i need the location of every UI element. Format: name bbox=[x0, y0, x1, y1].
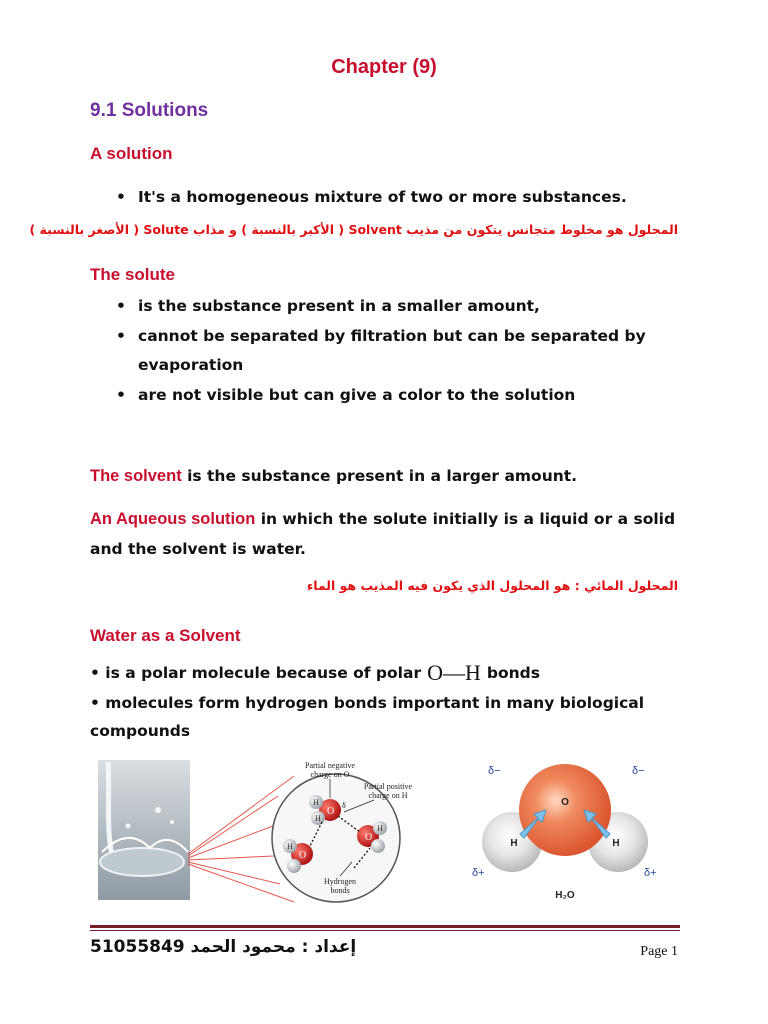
splash-drop bbox=[170, 820, 174, 824]
water-molecule-illustration bbox=[468, 756, 668, 908]
atom-label-h: H bbox=[287, 842, 293, 851]
label-partial-positive-2: charge on H bbox=[368, 791, 408, 800]
hydrogen-label-left: H bbox=[510, 838, 518, 849]
aqueous-arabic: المحلول المائي : هو المحلول الذي يكون فيه المذيب هو الماء bbox=[306, 578, 678, 593]
solution-arabic: المحلول هو مخلوط متجانس يتكون من مذيب Solvent ( الأكبر بالنسبة ) و مذاب Solute ( الأصغر بالنسبة ) bbox=[29, 222, 678, 237]
solute-bullet-3 bbox=[116, 386, 575, 404]
oxygen-label: O bbox=[561, 797, 569, 808]
hydrogen-label-right: H bbox=[612, 838, 620, 849]
solute-bullet-1 bbox=[116, 297, 540, 315]
page-number: Page 1 bbox=[640, 944, 678, 959]
water-bullet-1 bbox=[90, 660, 540, 686]
solvent-term: The solvent bbox=[90, 467, 182, 485]
label-hydrogen-bonds-2: bonds bbox=[330, 886, 350, 895]
splash-drop bbox=[155, 807, 161, 813]
footer-rule-thin bbox=[90, 930, 680, 931]
water-bullet-2-line-2: compounds bbox=[90, 722, 191, 740]
solvent-text: is the substance present in a larger amount. bbox=[181, 467, 578, 485]
aqueous-term: An Aqueous solution bbox=[90, 510, 256, 528]
heading-water-as-solvent: Water as a Solvent bbox=[90, 626, 241, 645]
glass-bowl bbox=[100, 848, 184, 876]
heading-a-solution: A solution bbox=[90, 144, 173, 163]
label-partial-negative-2: charge on O bbox=[310, 770, 350, 779]
footer-rule bbox=[90, 925, 680, 928]
atom-label-o: O bbox=[327, 806, 335, 817]
atom-label-o: O bbox=[299, 850, 307, 861]
aqueous-line-1 bbox=[90, 510, 675, 529]
solution-bullet bbox=[116, 188, 627, 206]
solute-bullet-2-continued: evaporation bbox=[138, 356, 244, 374]
solute-bullet-1-text: is the substance present in a smaller amount, bbox=[138, 297, 540, 315]
chapter-title: Chapter (9) bbox=[331, 56, 437, 78]
hydrogen-bond-figure bbox=[98, 756, 423, 908]
water-bullet-1-after: bonds bbox=[486, 664, 540, 682]
solute-bullet-3-text: are not visible but can give a color to the solution bbox=[138, 386, 576, 404]
solvent-definition bbox=[90, 467, 577, 486]
label-partial-positive: Partial positive bbox=[363, 782, 413, 791]
delta-minus-right: δ− bbox=[632, 765, 645, 777]
bullet-dot: • bbox=[116, 386, 126, 404]
water-bullet-2-line-1: • molecules form hydrogen bonds important in many biological bbox=[90, 694, 645, 712]
partial-charge-delta: δ bbox=[342, 801, 346, 810]
atom-label-h: H bbox=[313, 798, 319, 807]
hydrogen-atom bbox=[371, 839, 385, 853]
atom-label-o: O bbox=[365, 832, 373, 843]
oh-bond: O—H bbox=[427, 660, 481, 685]
splash-photo bbox=[98, 760, 190, 900]
section-title: 9.1 Solutions bbox=[90, 100, 209, 121]
aqueous-line-2: and the solvent is water. bbox=[90, 540, 306, 558]
splash-drop bbox=[126, 824, 131, 829]
label-partial-negative: Partial negative bbox=[305, 761, 355, 770]
water-molecule-figure bbox=[468, 756, 668, 908]
bullet-dot: • bbox=[116, 327, 126, 345]
delta-plus-left: δ+ bbox=[472, 867, 485, 879]
aqueous-text-1: in which the solute initially is a liquid or a solid bbox=[255, 510, 676, 528]
atom-label-h: H bbox=[377, 824, 383, 833]
water-bullet-1-text: • is a polar molecule because of polar bbox=[90, 664, 422, 682]
footer-author: إعداد : محمود الحمد 51055849 bbox=[90, 937, 357, 957]
label-hydrogen-bonds: Hydrogen bbox=[324, 877, 356, 886]
hydrogen-bond-illustration bbox=[98, 756, 423, 908]
hydrogen-atom bbox=[287, 859, 301, 873]
bullet-dot: • bbox=[116, 188, 126, 206]
atom-label-h: H bbox=[315, 814, 321, 823]
delta-plus-right: δ+ bbox=[644, 867, 657, 879]
solute-bullet-2 bbox=[116, 327, 646, 345]
heading-the-solute: The solute bbox=[90, 265, 176, 284]
delta-minus-left: δ− bbox=[488, 765, 501, 777]
solution-bullet-text: It's a homogeneous mixture of two or more substances. bbox=[138, 188, 627, 206]
solute-bullet-2-text: cannot be separated by filtration but can be separated by bbox=[138, 327, 646, 345]
water-formula: H₂O bbox=[555, 890, 575, 901]
bullet-dot: • bbox=[116, 297, 126, 315]
oxygen-sphere bbox=[519, 764, 611, 856]
